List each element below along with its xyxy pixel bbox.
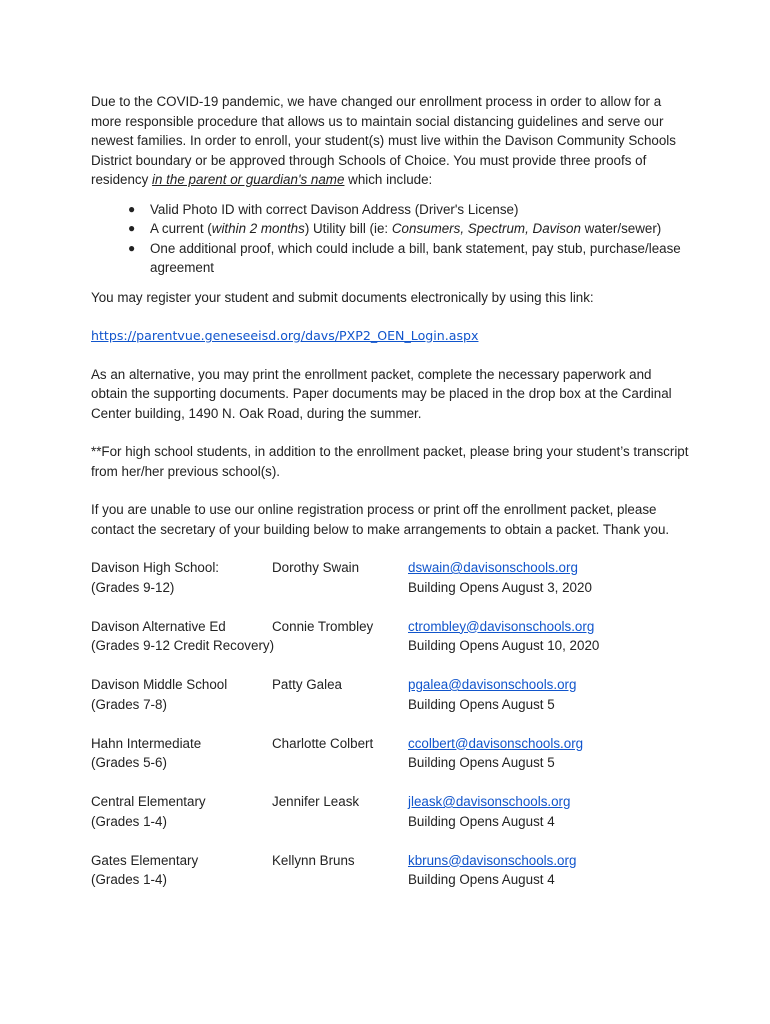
list-item [91,200,691,220]
bullet-icon: ● [128,221,136,235]
intro-emphasis: in the parent or guardian's name [152,172,345,187]
school-name: Davison Alternative Ed [91,618,226,634]
school-grades: (Grades 1-4) [91,813,167,829]
list-item-emphasis: within 2 months [211,221,305,236]
document-body [91,92,691,909]
email-link[interactable]: ccolbert@davisonschools.org [408,735,584,751]
intro-paragraph [91,92,691,190]
email-link[interactable]: dswain@davisonschools.org [408,560,578,575]
email-link[interactable]: jleask@davisonschools.org [408,794,571,809]
school-grades: (Grades 9-12) [91,579,175,595]
secretary-email-cell [408,734,583,754]
school-name: Davison High School: [91,560,220,575]
alternative-paragraph: As an alternative, you may print the enrollment packet, complete the necessary paperwork and obtain the supporting documents. Paper documents may be placed in the drop box at the Cardinal Center building, 1490 N. Oak Road, during the summer. [91,366,672,421]
list-item-text: A current ( [150,221,212,236]
contact-row [91,734,691,773]
contact-row [91,675,691,714]
opening-date: Building Opens August 10, 2020 [408,638,600,653]
school-name: Gates Elementary [91,852,199,868]
opening-date: Building Opens August 3, 2020 [408,579,592,595]
email-link[interactable]: ctrombley@davisonschools.org [408,618,595,634]
secretary-email-cell [408,617,594,637]
secretary-name: Connie Trombley [272,618,374,634]
contact-row [91,617,691,656]
opening-date: Building Opens August 4 [408,872,555,887]
secretary-name: Kellynn Bruns [272,852,355,868]
school-name: Davison Middle School [91,677,228,692]
contact-row [91,792,691,831]
secretary-name: Dorothy Swain [272,560,360,575]
list-item [91,219,691,239]
secretary-name: Patty Galea [272,677,342,692]
register-link-paragraph [91,326,691,346]
residency-proof-list [91,200,691,278]
list-item [91,239,691,278]
high-school-note: **For high school students, in addition to the enrollment packet, please bring your student’s transcript from her/her previous school(s). [91,444,689,479]
secretary-name: Jennifer Leask [272,794,360,809]
contact-row [91,558,691,597]
opening-date: Building Opens August 4 [408,813,555,829]
school-name: Hahn Intermediate [91,735,202,751]
secretary-name: Charlotte Colbert [272,735,374,751]
school-grades: (Grades 5-6) [91,755,167,770]
list-item-text: One additional proof, which could include a bill, bank statement, pay stub, purchase/lease agreement [150,240,681,275]
bullet-icon: ● [128,240,136,255]
school-name: Central Elementary [91,794,206,809]
list-item-text: ) Utility bill (ie: [304,221,392,236]
secretary-email-cell [408,558,578,578]
list-item-text: water/sewer) [580,221,662,236]
contact-row [91,851,691,890]
bullet-icon: ● [128,201,136,216]
list-item-emphasis: Consumers, Spectrum, Davison [391,221,581,236]
intro-text-end: which include: [344,172,433,187]
email-link[interactable]: pgalea@davisonschools.org [408,677,577,692]
secretary-email-cell [408,851,576,871]
secretary-email-cell [408,792,570,812]
registration-link[interactable]: https://parentvue.geneseeisd.org/davs/PXP2_OEN_Login.aspx [91,328,479,343]
school-grades: (Grades 1-4) [91,872,167,887]
contacts-list [91,558,691,890]
register-paragraph: You may register your student and submit documents electronically by using this link: [91,289,594,305]
opening-date: Building Opens August 5 [408,696,555,712]
opening-date: Building Opens August 5 [408,755,555,770]
list-item-text: Valid Photo ID with correct Davison Address (Driver's License) [150,201,519,217]
school-grades: (Grades 7-8) [91,696,167,712]
email-link[interactable]: kbruns@davisonschools.org [408,852,577,868]
school-grades: (Grades 9-12 Credit Recovery) [91,638,275,653]
intro-text: Due to the COVID-19 pandemic, we have changed our enrollment process in order to allow for a more responsible procedure that allows us to maintain social distancing guidelines and serve our newest families. In order to enroll, your student(s) must live within the Davison Community Schools District boundary or be approved through Schools of Choice. You must provide three proofs of residency [91,94,676,187]
unable-paragraph: If you are unable to use our online registration process or print off the enrollment packet, please contact the secretary of your building below to make arrangements to obtain a packet. Thank you. [91,502,670,537]
secretary-email-cell [408,675,576,695]
